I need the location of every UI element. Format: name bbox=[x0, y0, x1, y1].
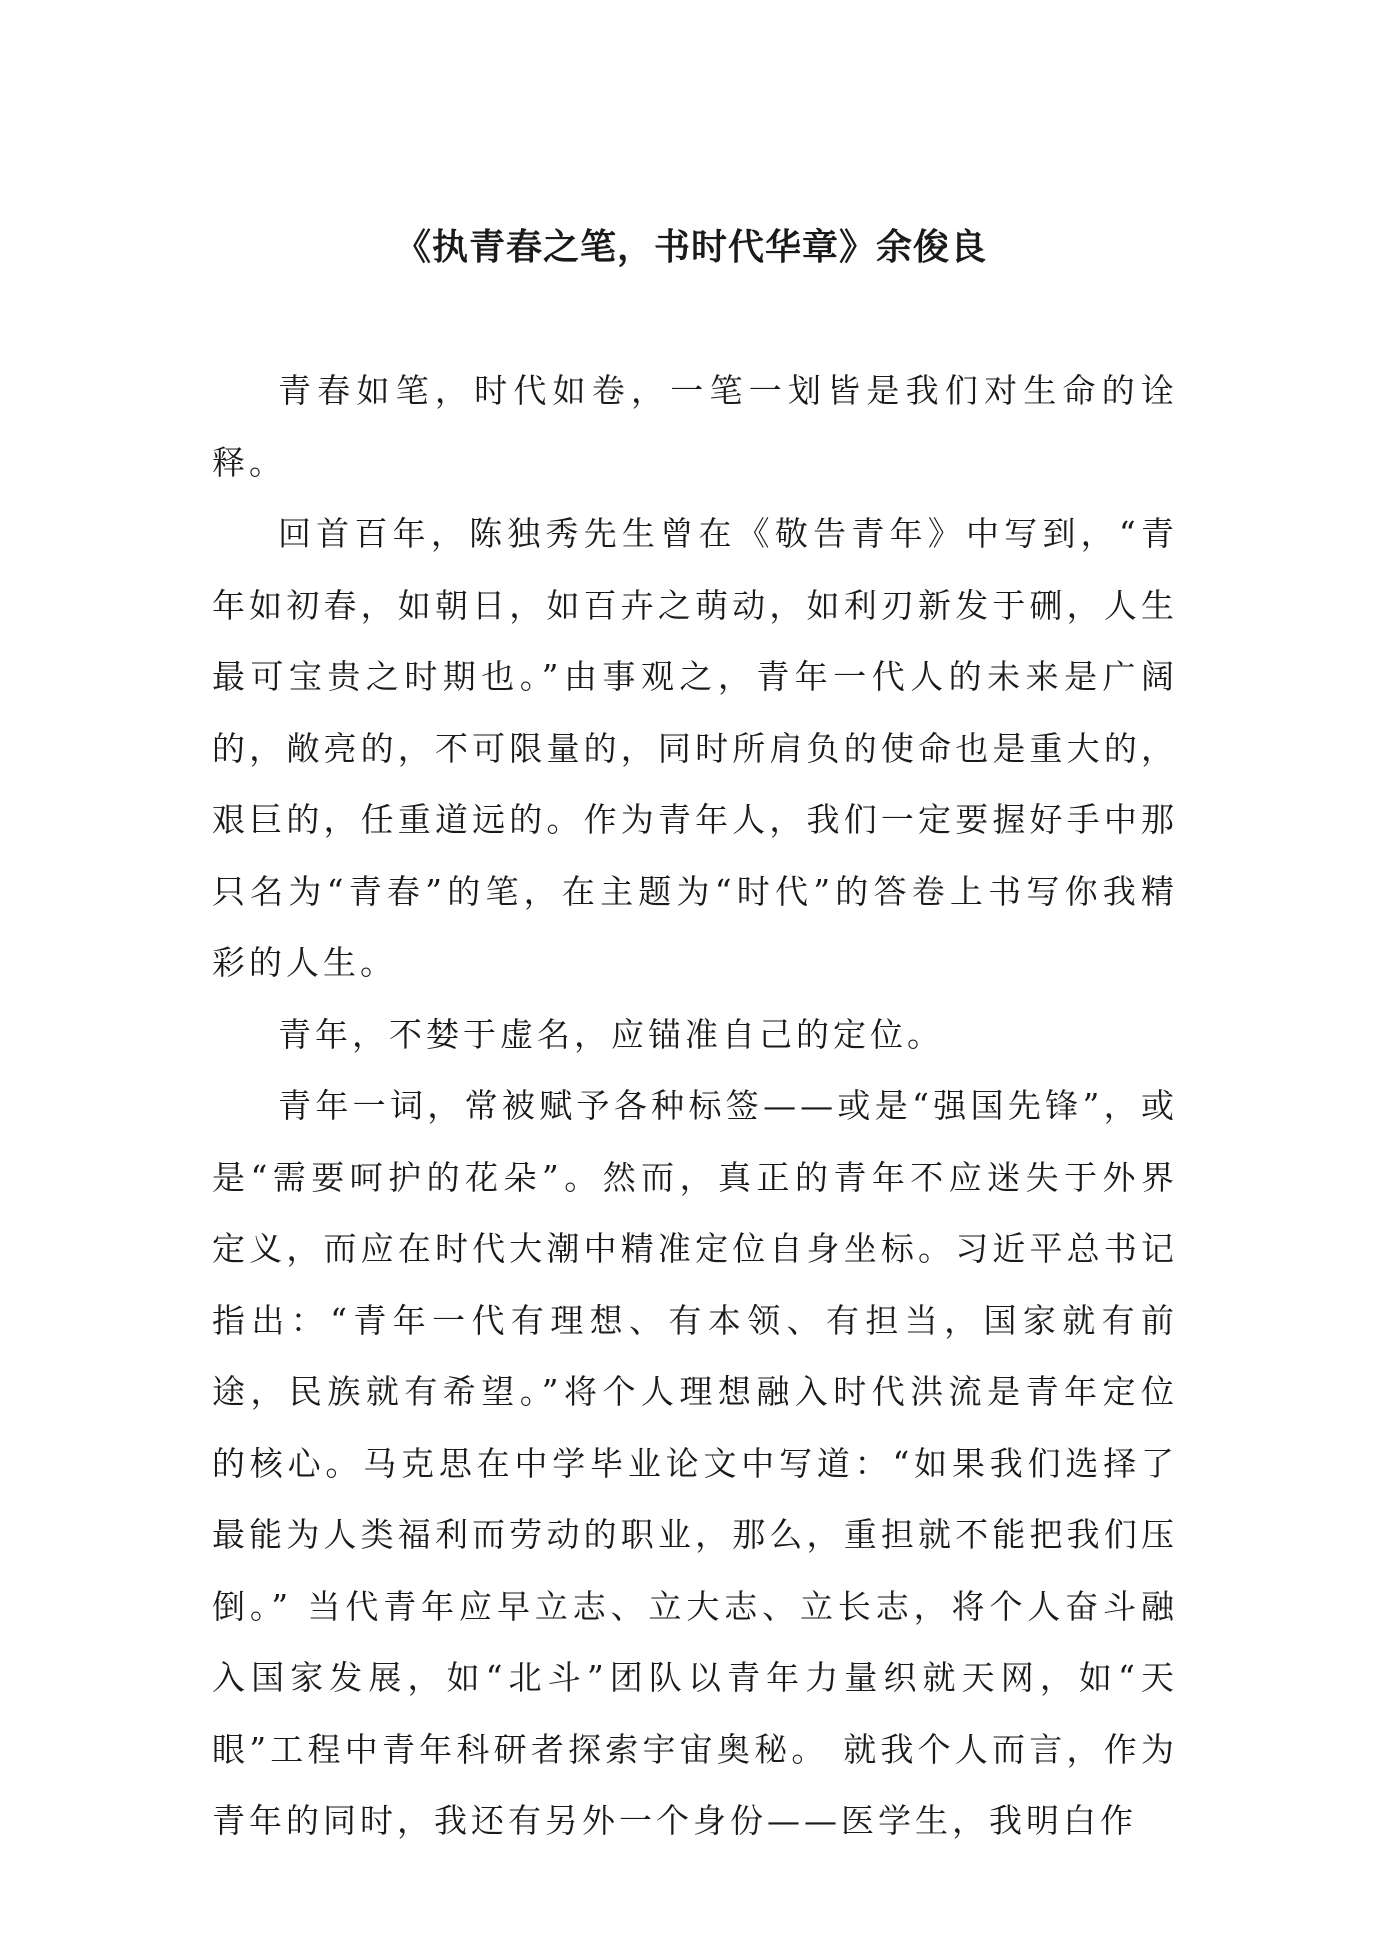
document-body bbox=[212, 355, 1178, 1857]
paragraph-4: 青年一词，常被赋予各种标签——或是“强国先锋”，或是“需要呵护的花朵”。然而，真正的青年不应迷失于外界定义，而应在时代大潮中精准定位自身坐标。习近平总书记指出：“青年一代有理想、有本领、有担当，国家就有前途，民族就有希望。”将个人理想融入时代洪流是青年定位的核心。马克思在中学毕业论文中写道：“如果我们选择了最能为人类福利而劳动的职业，那么，重担就不能把我们压倒。” 当代青年应早立志、立大志、立长志，将个人奋斗融入国家发展，如“北斗”团队以青年力量织就天网，如“天眼”工程中青年科研者探索宇宙奥秘。 就我个人而言，作为青年的同时，我还有另外一个身份——医学生，我明白作 bbox=[212, 1086, 1178, 1840]
document-title: 《执青春之笔，书时代华章》余俊良 bbox=[394, 227, 987, 268]
paragraph-2: 回首百年，陈独秀先生曾在《敬告青年》中写到，“青年如初春，如朝日，如百卉之萌动，如利刃新发于硎，人生最可宝贵之时期也。”由事观之，青年一代人的未来是广阔的，敞亮的，不可限量的，同时所肩负的使命也是重大的，艰巨的，任重道远的。作为青年人，我们一定要握好手中那只名为“青春”的笔，在主题为“时代”的答卷上书写你我精彩的人生。 bbox=[212, 514, 1178, 982]
paragraph-3: 青年，不婪于虚名，应锚准自己的定位。 bbox=[278, 1014, 944, 1054]
paragraph-1: 青春如笔，时代如卷，一笔一划皆是我们对生命的诠释。 bbox=[212, 371, 1178, 482]
